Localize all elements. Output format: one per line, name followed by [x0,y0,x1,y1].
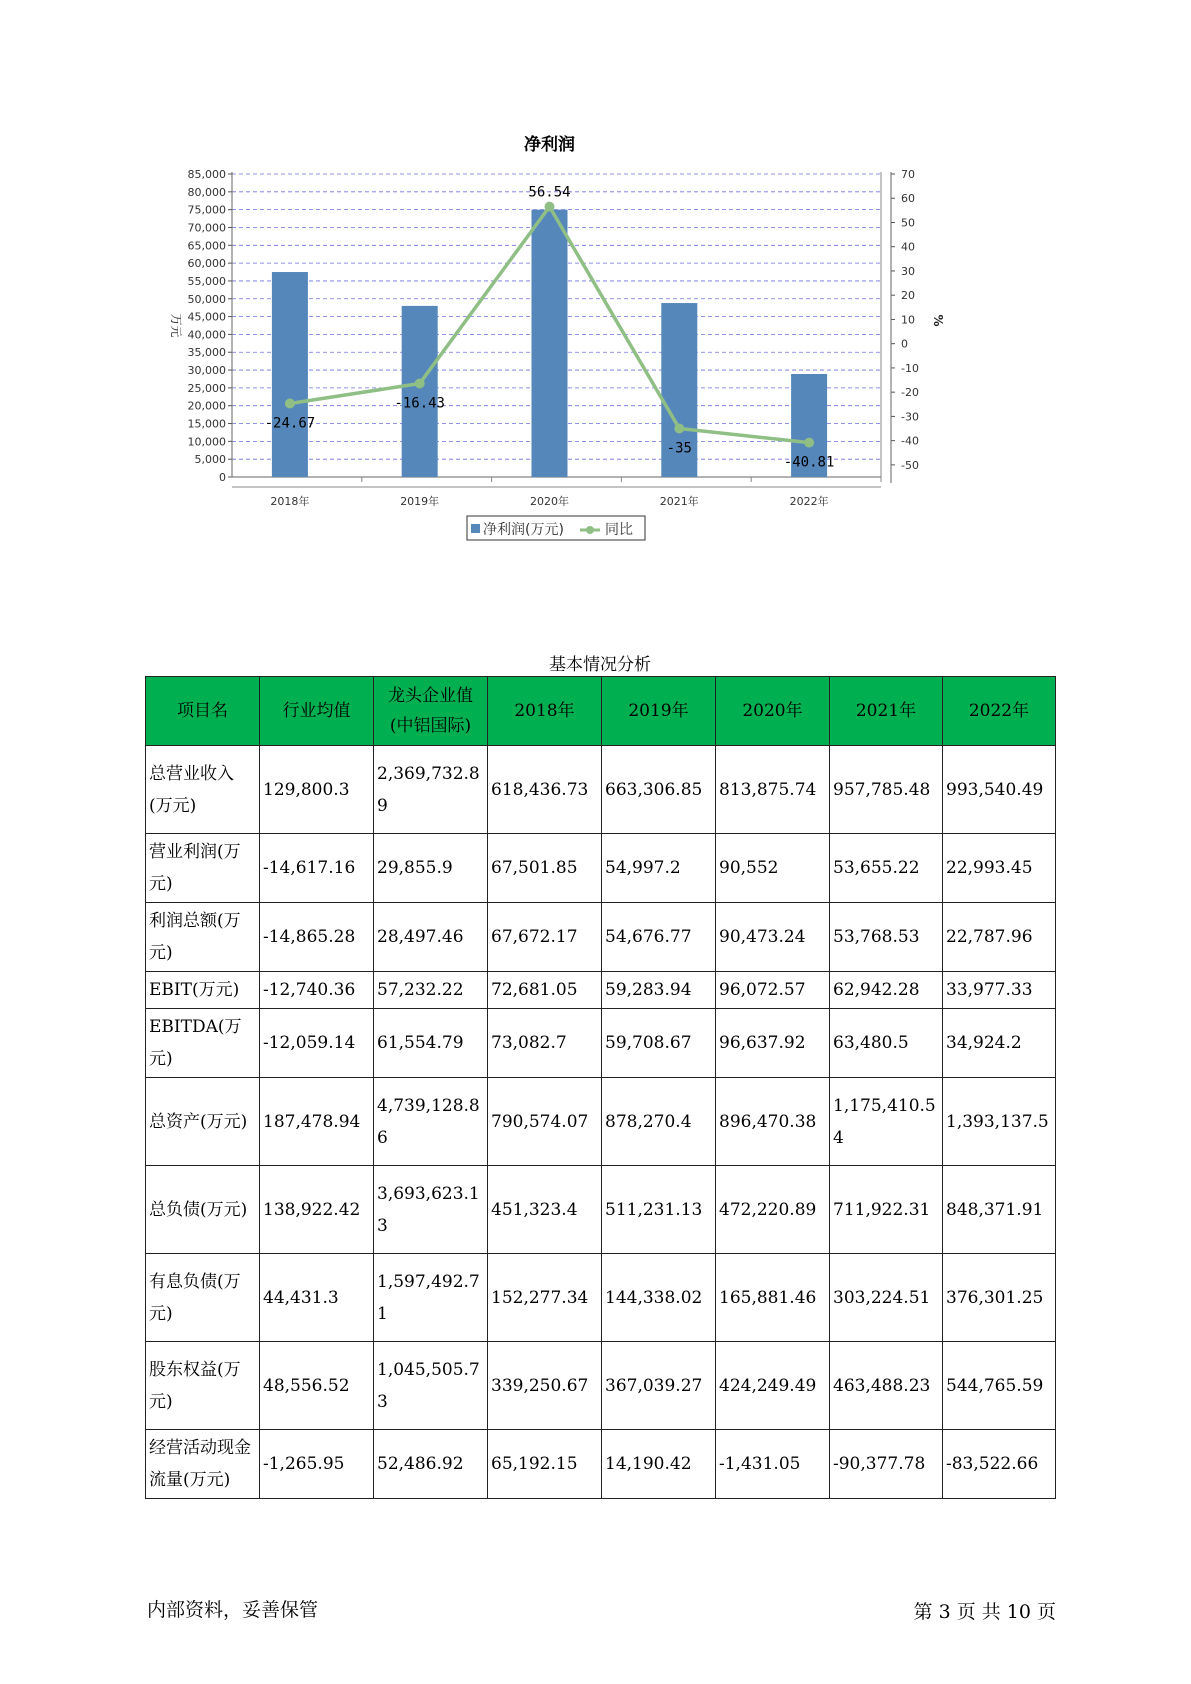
y2-tick-label: 0 [901,337,908,351]
value-cell: 53,768.53 [830,903,943,972]
value-cell: 813,875.74 [716,746,830,834]
value-cell: 1,045,505.73 [374,1342,488,1430]
y-tick-label: 65,000 [187,239,226,253]
y-tick-label: 45,000 [187,310,226,324]
value-cell: 22,993.45 [943,834,1056,903]
value-cell: -1,431.05 [716,1430,830,1499]
y2-tick-label: 50 [901,216,915,230]
value-cell: 62,942.28 [830,972,943,1009]
bar-net-profit [272,272,308,477]
value-cell: 67,672.17 [488,903,602,972]
y-tick-label: 5,000 [194,453,226,467]
row-label-cell: 总负债(万元) [146,1166,260,1254]
value-cell: -14,865.28 [260,903,374,972]
yoy-data-label: -35 [666,440,692,457]
value-cell: 472,220.89 [716,1166,830,1254]
value-cell: -12,059.14 [260,1009,374,1078]
y2-tick-label: 30 [901,264,915,278]
y-tick-label: 0 [219,471,226,484]
value-cell: 451,323.4 [488,1166,602,1254]
row-label-cell: 股东权益(万元) [146,1342,260,1430]
value-cell: 848,371.91 [943,1166,1056,1254]
value-cell: 339,250.67 [488,1342,602,1430]
table-row [146,1166,1056,1254]
value-cell: 376,301.25 [943,1254,1056,1342]
x-tick-label: 2022年 [789,495,829,508]
y-axis-title: 万元 [169,313,183,338]
value-cell: 187,478.94 [260,1078,374,1166]
value-cell: 544,765.59 [943,1342,1056,1430]
y2-tick-label: -40 [901,434,919,448]
bar-net-profit [402,306,438,477]
header-cell: 2019年 [602,677,716,746]
y-tick-label: 75,000 [187,203,226,217]
y-tick-label: 40,000 [187,328,226,342]
yoy-point [804,438,814,448]
value-cell: 73,082.7 [488,1009,602,1078]
table-row [146,1342,1056,1430]
header-cell: 2018年 [488,677,602,746]
value-cell: 65,192.15 [488,1430,602,1499]
header-cell: 行业均值 [260,677,374,746]
value-cell: 165,881.46 [716,1254,830,1342]
legend-line-marker [586,526,594,534]
basic-analysis-table [145,676,1056,1499]
value-cell: 1,393,137.5 [943,1078,1056,1166]
net-profit-chart [150,130,1020,600]
table-row [146,903,1056,972]
value-cell: 2,369,732.89 [374,746,488,834]
table-row [146,1009,1056,1078]
value-cell: 90,552 [716,834,830,903]
value-cell: 48,556.52 [260,1342,374,1430]
y-tick-label: 60,000 [187,257,226,271]
x-tick-label: 2018年 [270,495,310,508]
value-cell: 34,924.2 [943,1009,1056,1078]
y2-tick-label: 60 [901,192,915,206]
value-cell: 52,486.92 [374,1430,488,1499]
row-label-cell: 总资产(万元) [146,1078,260,1166]
value-cell: 129,800.3 [260,746,374,834]
table-caption: 基本情况分析 [549,655,651,675]
value-cell: -12,740.36 [260,972,374,1009]
table-row [146,834,1056,903]
value-cell: 711,922.31 [830,1166,943,1254]
value-cell: 59,283.94 [602,972,716,1009]
y2-tick-label: 10 [901,313,915,327]
y-tick-label: 15,000 [187,417,226,431]
value-cell: 790,574.07 [488,1078,602,1166]
y-tick-label: 30,000 [187,364,226,378]
row-label-cell: 营业利润(万元) [146,834,260,903]
value-cell: 663,306.85 [602,746,716,834]
value-cell: 957,785.48 [830,746,943,834]
value-cell: 367,039.27 [602,1342,716,1430]
value-cell: 1,597,492.71 [374,1254,488,1342]
bar-net-profit [532,210,568,477]
y2-tick-label: 40 [901,240,915,254]
header-cell: 项目名 [146,677,260,746]
y-tick-label: 10,000 [187,435,226,449]
y-tick-label: 55,000 [187,274,226,288]
value-cell: 878,270.4 [602,1078,716,1166]
y-tick-label: 85,000 [187,168,226,181]
value-cell: 67,501.85 [488,834,602,903]
value-cell: 993,540.49 [943,746,1056,834]
yoy-data-label: 56.54 [528,184,571,201]
value-cell: 72,681.05 [488,972,602,1009]
value-cell: 33,977.33 [943,972,1056,1009]
header-cell: 2020年 [716,677,830,746]
value-cell: 1,175,410.54 [830,1078,943,1166]
value-cell: 618,436.73 [488,746,602,834]
row-label-cell: EBIT(万元) [146,972,260,1009]
footer-confidential-note: 内部资料，妥善保管 [147,1599,319,1621]
table-header-row [146,677,1056,746]
value-cell: 96,072.57 [716,972,830,1009]
value-cell: 303,224.51 [830,1254,943,1342]
value-cell: 896,470.38 [716,1078,830,1166]
y2-tick-label: 70 [901,168,915,181]
table-row [146,1430,1056,1499]
row-label-cell: 经营活动现金流量(万元) [146,1430,260,1499]
value-cell: 22,787.96 [943,903,1056,972]
value-cell: -1,265.95 [260,1430,374,1499]
legend-bar-label: 净利润(万元) [483,522,564,538]
header-cell: 2021年 [830,677,943,746]
table-row [146,972,1056,1009]
value-cell: 28,497.46 [374,903,488,972]
y2-tick-label: -30 [901,410,919,424]
value-cell: 96,637.92 [716,1009,830,1078]
value-cell: 138,922.42 [260,1166,374,1254]
row-label-cell: 总营业收入(万元) [146,746,260,834]
value-cell: 59,708.67 [602,1009,716,1078]
value-cell: 144,338.02 [602,1254,716,1342]
value-cell: 61,554.79 [374,1009,488,1078]
table-row [146,1254,1056,1342]
y-tick-label: 20,000 [187,399,226,413]
y-tick-label: 35,000 [187,346,226,360]
value-cell: 14,190.42 [602,1430,716,1499]
value-cell: -90,377.78 [830,1430,943,1499]
value-cell: 63,480.5 [830,1009,943,1078]
yoy-data-label: -16.43 [394,395,445,412]
table-row [146,746,1056,834]
value-cell: 57,232.22 [374,972,488,1009]
yoy-data-label: -24.67 [264,415,316,432]
value-cell: 511,231.13 [602,1166,716,1254]
y2-tick-label: -50 [901,458,919,472]
value-cell: 463,488.23 [830,1342,943,1430]
value-cell: 29,855.9 [374,834,488,903]
y2-tick-label: -10 [901,361,919,375]
footer-page-number: 第 3 页 共 10 页 [913,1601,1056,1623]
y2-tick-label: -20 [901,386,919,400]
x-tick-label: 2019年 [400,495,440,508]
value-cell: -14,617.16 [260,834,374,903]
y2-axis-title: % [931,314,945,327]
value-cell: 54,676.77 [602,903,716,972]
header-cell: 龙头企业值(中铝国际) [374,677,488,746]
yoy-data-label: -40.81 [783,454,835,471]
yoy-point [415,379,425,389]
value-cell: 90,473.24 [716,903,830,972]
value-cell: 152,277.34 [488,1254,602,1342]
y2-tick-label: 20 [901,289,915,303]
y-tick-label: 25,000 [187,381,226,395]
yoy-point [674,424,684,434]
value-cell: 54,997.2 [602,834,716,903]
y-tick-label: 50,000 [187,292,226,306]
legend-line-label: 同比 [605,522,633,538]
y-tick-label: 80,000 [187,185,226,199]
value-cell: 424,249.49 [716,1342,830,1430]
row-label-cell: 有息负债(万元) [146,1254,260,1342]
yoy-point [285,398,295,408]
value-cell: 53,655.22 [830,834,943,903]
value-cell: -83,522.66 [943,1430,1056,1499]
chart-svg [150,130,1020,600]
yoy-point [545,202,555,212]
chart-title: 净利润 [524,135,575,155]
legend-bar-swatch [471,524,480,533]
table-row [146,1078,1056,1166]
row-label-cell: EBITDA(万元) [146,1009,260,1078]
value-cell: 4,739,128.86 [374,1078,488,1166]
x-tick-label: 2021年 [659,495,699,508]
y-tick-label: 70,000 [187,221,226,235]
value-cell: 3,693,623.13 [374,1166,488,1254]
x-tick-label: 2020年 [530,495,569,508]
header-cell: 2022年 [943,677,1056,746]
row-label-cell: 利润总额(万元) [146,903,260,972]
value-cell: 44,431.3 [260,1254,374,1342]
